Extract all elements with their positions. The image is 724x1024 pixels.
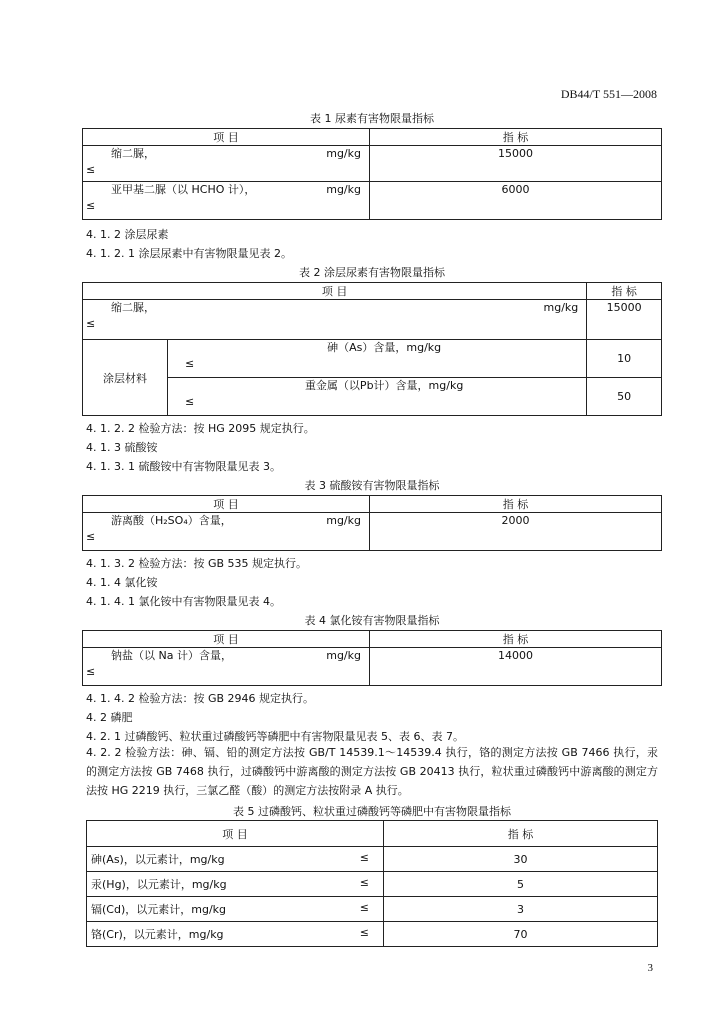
table2 [82, 282, 662, 416]
table4-caption: 表 4 氯化铵有害物限量指标 [304, 614, 440, 627]
table2-header-index: 指 标 [587, 283, 662, 300]
table5-header-item: 项 目 [87, 821, 384, 847]
table-row [83, 300, 662, 340]
le-symbol: ≤ [86, 317, 96, 330]
table4-header-index: 指 标 [370, 631, 662, 648]
item-name: 缩二脲， [111, 301, 155, 314]
le-symbol: ≤ [185, 357, 195, 370]
section-heading: 4. 1. 2 涂层尿素 [86, 228, 169, 241]
body-text: 4. 1. 2. 2 检验方法：按 HG 2095 规定执行。 [86, 422, 315, 435]
table4 [82, 630, 662, 686]
item-value: 30 [384, 847, 658, 872]
document-code: DB44/T 551—2008 [560, 87, 657, 101]
body-text: 4. 1. 4. 1 氯化铵中有害物限量见表 4。 [86, 595, 281, 608]
item-value: 5 [384, 872, 658, 897]
table5 [86, 820, 658, 947]
item-value: 3 [384, 897, 658, 922]
table-row [87, 897, 658, 922]
table4-header-item: 项 目 [83, 631, 370, 648]
table3-caption: 表 3 硫酸铵有害物限量指标 [304, 479, 440, 492]
item-value: 15000 [370, 146, 662, 182]
table3-header-item: 项 目 [83, 496, 370, 513]
le-symbol: ≤ [185, 395, 195, 408]
item-name: 钠盐（以 Na 计）含量， [111, 649, 232, 662]
table2-caption: 表 2 涂层尿素有害物限量指标 [299, 266, 445, 279]
table-row [83, 648, 662, 686]
table-row [83, 378, 662, 416]
body-text: 4. 1. 4. 2 检验方法：按 GB 2946 规定执行。 [86, 692, 315, 705]
item-unit: mg/kg [326, 147, 361, 160]
item-value: 50 [587, 378, 662, 416]
item-name: 汞(Hg)，以元素计，mg/kg [91, 878, 227, 891]
table-row [83, 182, 662, 220]
item-name: 砷(As)，以元素计，mg/kg [91, 853, 225, 866]
item-value: 2000 [370, 513, 662, 551]
table3-header-index: 指 标 [370, 496, 662, 513]
item-name: 重金属（以Pb计）含量，mg/kg [304, 379, 464, 392]
le-symbol: ≤ [86, 199, 96, 212]
table5-caption: 表 5 过磷酸钙、粒状重过磷酸钙等磷肥中有害物限量指标 [233, 805, 511, 818]
le-symbol: ≤ [86, 665, 96, 678]
table1 [82, 128, 662, 220]
body-paragraph: 4. 2. 2 检验方法：砷、镉、铅的测定方法按 GB/T 14539.1～14539.4 执行，铬的测定方法按 GB 7466 执行，汞的测定方法按 GB 7468 执行，过磷酸钙中游离酸的测定方法按 GB 20413 执行，粒状重过磷酸钙中游离酸的测定方法按 HG 2219 执行，三氯乙醛（酸）的测定方法按附录 A 执行。 [86, 746, 658, 797]
le-symbol: ≤ [359, 876, 369, 889]
item-name: 砷（As）含量，mg/kg [327, 341, 442, 354]
item-name: 铬(Cr)，以元素计，mg/kg [91, 928, 224, 941]
body-text: 4. 1. 3. 1 硫酸铵中有害物限量见表 3。 [86, 460, 281, 473]
table1-caption: 表 1 尿素有害物限量指标 [310, 112, 434, 125]
table2-header-item: 项 目 [83, 283, 587, 300]
item-value: 70 [384, 922, 658, 947]
le-symbol: ≤ [359, 901, 369, 914]
body-text: 4. 1. 3. 2 检验方法：按 GB 535 规定执行。 [86, 557, 308, 570]
item-name: 亚甲基二脲（以 HCHO 计）， [111, 183, 256, 196]
table-row [83, 340, 662, 378]
item-unit: mg/kg [543, 301, 579, 314]
body-text: 4. 1. 2. 1 涂层尿素中有害物限量见表 2。 [86, 247, 292, 260]
section-heading: 4. 1. 4 氯化铵 [86, 576, 158, 589]
table-row [87, 847, 658, 872]
table-row [83, 513, 662, 551]
table1-header-index: 指 标 [370, 129, 662, 146]
table3 [82, 495, 662, 551]
le-symbol: ≤ [359, 851, 369, 864]
section-heading: 4. 2 磷肥 [86, 711, 133, 724]
body-text: 4. 2. 1 过磷酸钙、粒状重过磷酸钙等磷肥中有害物限量见表 5、表 6、表 7。 [86, 730, 464, 743]
item-value: 6000 [370, 182, 662, 220]
table-row [83, 146, 662, 182]
item-name: 游离酸（H₂SO₄）含量， [111, 514, 232, 527]
table-row [87, 872, 658, 897]
le-symbol: ≤ [86, 530, 96, 543]
le-symbol: ≤ [359, 926, 369, 939]
item-value: 10 [587, 340, 662, 378]
coating-material-label: 涂层材料 [83, 340, 168, 416]
table1-header-item: 项 目 [83, 129, 370, 146]
table-row [87, 922, 658, 947]
item-unit: mg/kg [326, 649, 361, 662]
page-number: 3 [647, 962, 653, 974]
item-value: 14000 [370, 648, 662, 686]
item-unit: mg/kg [326, 183, 361, 196]
item-name: 缩二脲， [111, 147, 155, 160]
section-heading: 4. 1. 3 硫酸铵 [86, 441, 158, 454]
item-name: 镉(Cd)，以元素计，mg/kg [91, 903, 227, 916]
item-value: 15000 [587, 300, 662, 340]
item-unit: mg/kg [326, 514, 361, 527]
le-symbol: ≤ [86, 163, 96, 176]
table5-header-index: 指 标 [384, 821, 658, 847]
